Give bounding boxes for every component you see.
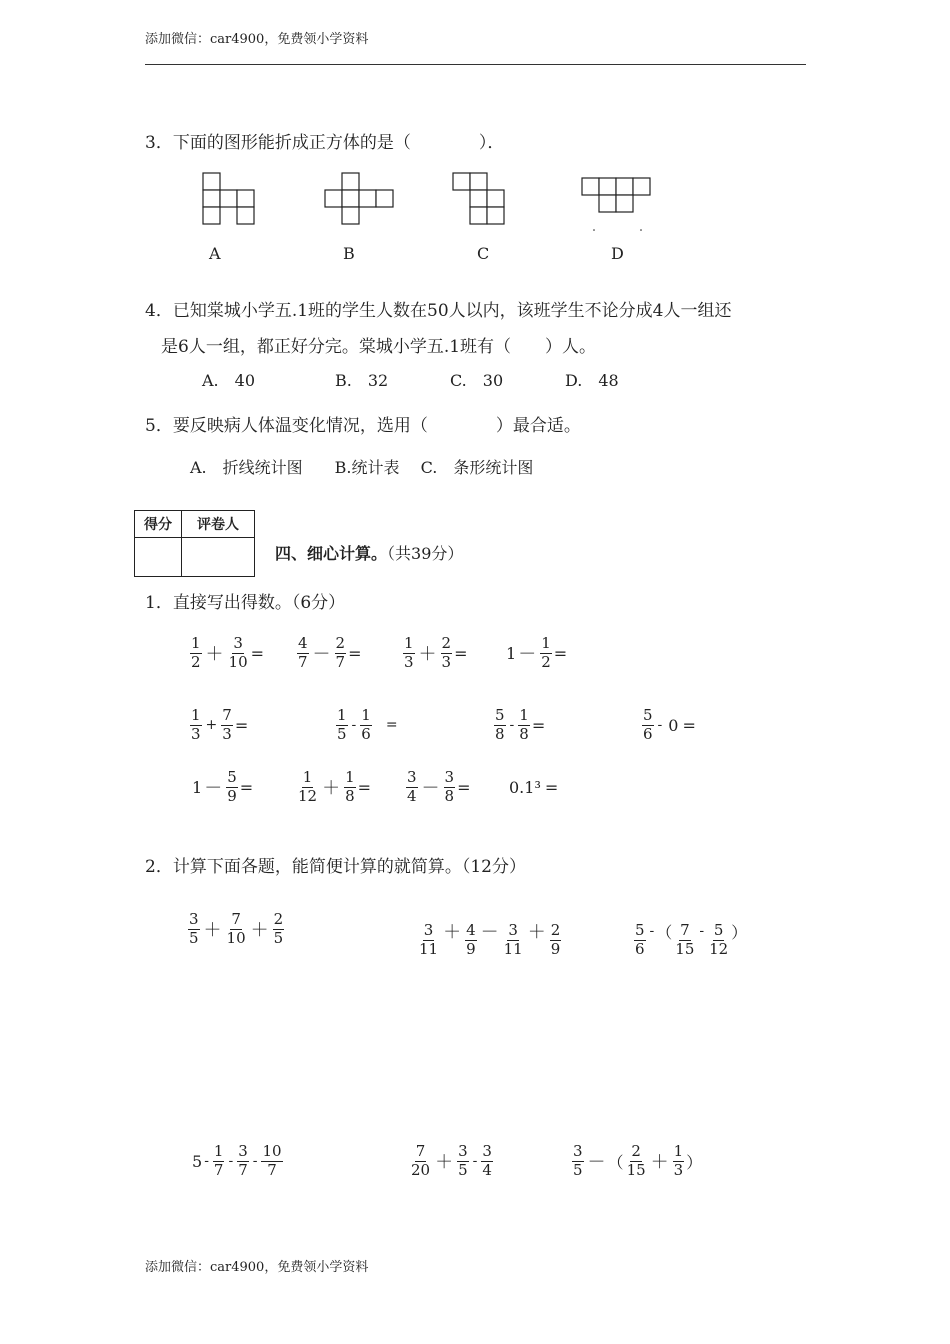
calc-6: 3 5 － （ 2 15 ＋ 1 3 ） (573, 1142, 703, 1179)
net-d (582, 178, 650, 231)
score-header: 得分 (135, 511, 182, 538)
calc-5: 7 20 ＋ 3 5 - 3 4 (411, 1142, 492, 1179)
expr-1-2: 4 7 － $\frac{2}{7}$ = (298, 634, 362, 671)
calc-1: 3 5 ＋ 7 10 ＋ 2 5 (189, 910, 284, 947)
question-4-line1: 4．已知棠城小学五.1班的学生人数在50人以内，该班学生不论分成4人一组还 (145, 301, 732, 321)
net-c (453, 173, 504, 224)
page-header: 添加微信：car4900，免费领小学资料 (145, 32, 369, 47)
calc-4: 5 - 1 7 - 3 7 - 10 7 (192, 1142, 282, 1179)
score-table (134, 510, 255, 577)
expr-2-3: 5 8 - $\frac{1}{8}$ = (495, 706, 546, 743)
page-footer: 添加微信：car4900，免费领小学资料 (145, 1260, 369, 1275)
q4-option-c: C. 30 (450, 371, 504, 390)
calc-2: 3 11 ＋ 4 9 － 3 11 ＋ 2 9 (419, 921, 561, 958)
part-2-instruction: 2．计算下面各题，能简便计算的就简算。（12分） (145, 857, 526, 877)
net-label-a: A (209, 244, 221, 263)
cube-nets (195, 168, 675, 233)
question-4-line2: 是6人一组，都正好分完。棠城小学五.1班有（ ）人。 (161, 337, 597, 357)
calc-3: 5 6 - （ 7 15 - 5 12 ） (635, 921, 748, 958)
expr-1-3: 1 3 ＋ $\frac{2}{3}$ = (404, 634, 468, 671)
expr-2-1: 1 3 + $\frac{7}{3}$ = (191, 706, 249, 743)
section-4-title: 四、细心计算。（共39分） (275, 544, 464, 563)
net-label-b: B (343, 244, 355, 263)
expr-3-1: 1 － $\frac{5}{9}$ = (192, 768, 254, 805)
net-b (325, 173, 393, 224)
q5-options: A. 折线统计图 B.统计表 C. 条形统计图 (190, 458, 534, 477)
question-5: 5．要反映病人体温变化情况，选用（ ）最合适。 (145, 416, 581, 436)
grader-cell[interactable] (182, 538, 255, 577)
grader-header: 评卷人 (182, 511, 255, 538)
expr-3-3: 3 4 － $\frac{3}{8}$ = (407, 768, 471, 805)
score-cell[interactable] (135, 538, 182, 577)
expr-1-1: 1 2 ＋ $\frac{3}{10}$ = (191, 634, 265, 671)
q4-option-d: D. 48 (565, 371, 619, 390)
expr-1-4: 1 － $\frac{1}{2}$ = (506, 634, 568, 671)
net-label-c: C (477, 244, 490, 263)
net-a (203, 173, 254, 224)
q4-option-b: B. 32 (335, 371, 389, 390)
expr-3-2: 1 12 ＋ $\frac{1}{8}$ = (298, 768, 372, 805)
q4-option-a: A. 40 (202, 371, 256, 390)
expr-2-2: 1 5 - $\frac{1}{6}$ = (337, 706, 398, 743)
expr-3-4: 0.1³ = (509, 778, 559, 797)
question-3: 3．下面的图形能折成正方体的是（ ）． (145, 133, 505, 153)
header-rule (145, 64, 806, 65)
part-1-instruction: 1．直接写出得数。（6分） (145, 593, 346, 613)
net-label-d: D (611, 244, 624, 263)
expr-2-4: 5 6 - 0 = (643, 706, 696, 743)
